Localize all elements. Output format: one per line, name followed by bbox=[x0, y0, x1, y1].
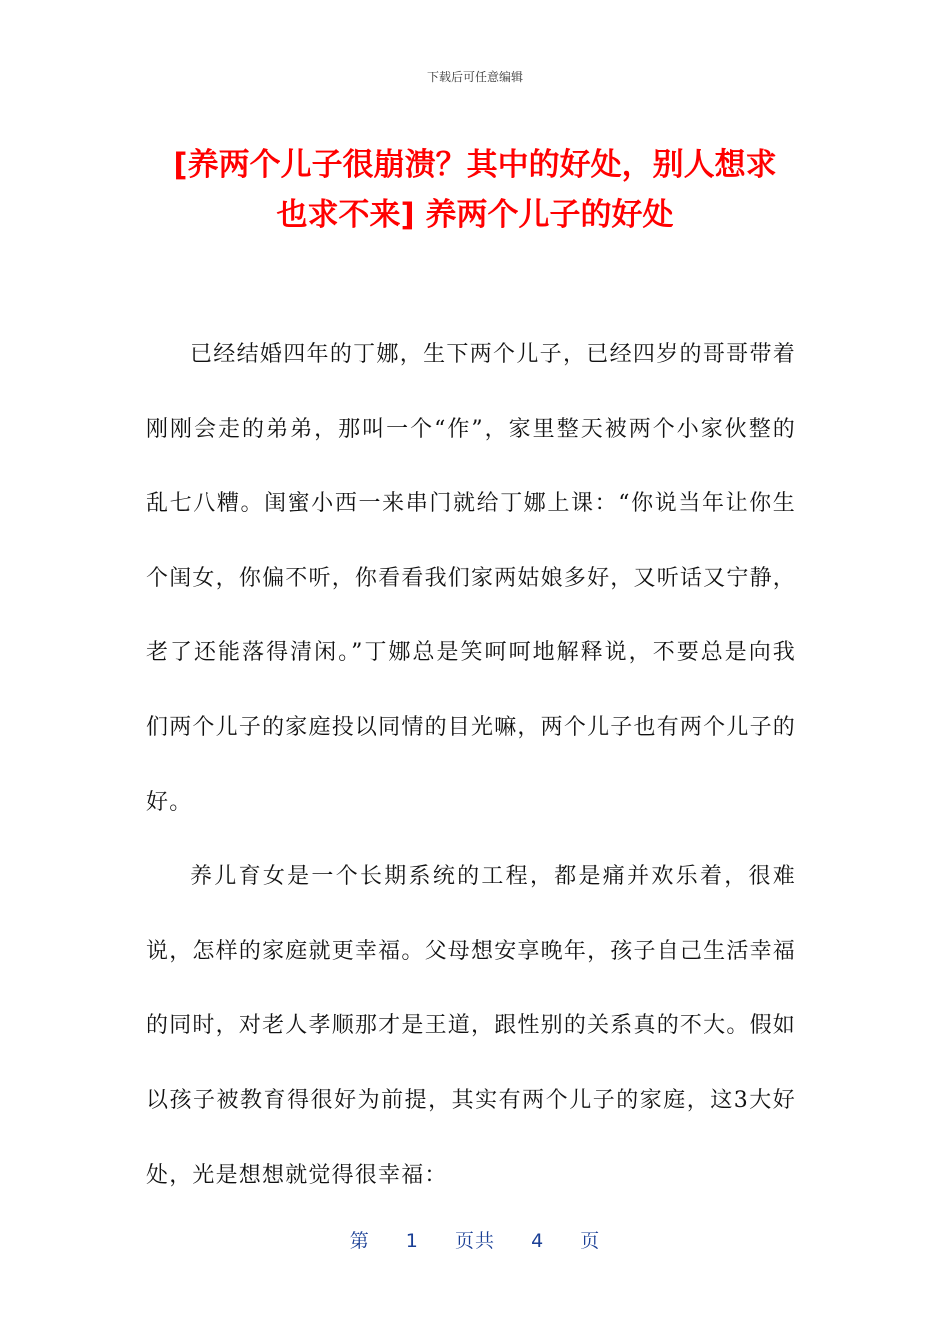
paragraph-2: 养儿育女是一个长期系统的工程，都是痛并欢乐着，很难说，怎样的家庭就更幸福。父母想安享晚年，孩子自己生活幸福的同时，对老人孝顺那才是王道，跟性别的关系真的不大。假如以孩子被教育得很好为前提，其实有两个儿子的家庭，这3大好处，光是想想就觉得很幸福： bbox=[146, 864, 796, 1188]
document-body bbox=[146, 318, 796, 1213]
title-line-2: 也求不来] 养两个儿子的好处 bbox=[276, 197, 674, 233]
footer-current-page: 1 bbox=[405, 1230, 419, 1252]
footer-label-page-of: 页共 bbox=[454, 1230, 495, 1252]
footer-label-page: 第 bbox=[349, 1230, 370, 1252]
header-note: 下载后可任意编辑 bbox=[426, 70, 523, 84]
document-title bbox=[120, 140, 830, 240]
page-footer bbox=[0, 1226, 950, 1253]
title-line-1: [养两个儿子很崩溃？其中的好处，别人想求 bbox=[173, 147, 777, 183]
footer-total-pages: 4 bbox=[531, 1230, 545, 1252]
paragraph-1: 已经结婚四年的丁娜，生下两个儿子，已经四岁的哥哥带着刚刚会走的弟弟，那叫一个“作”，家里整天被两个小家伙整的乱七八糟。闺蜜小西一来串门就给丁娜上课：“你说当年让你生个闺女，你偏不听，你看看我们家两姑娘多好，又听话又宁静，老了还能落得清闲。”丁娜总是笑呵呵地解释说，不要总是向我们两个儿子的家庭投以同情的目光嘛，两个儿子也有两个儿子的好。 bbox=[146, 342, 796, 815]
footer-label-page-end: 页 bbox=[580, 1230, 601, 1252]
